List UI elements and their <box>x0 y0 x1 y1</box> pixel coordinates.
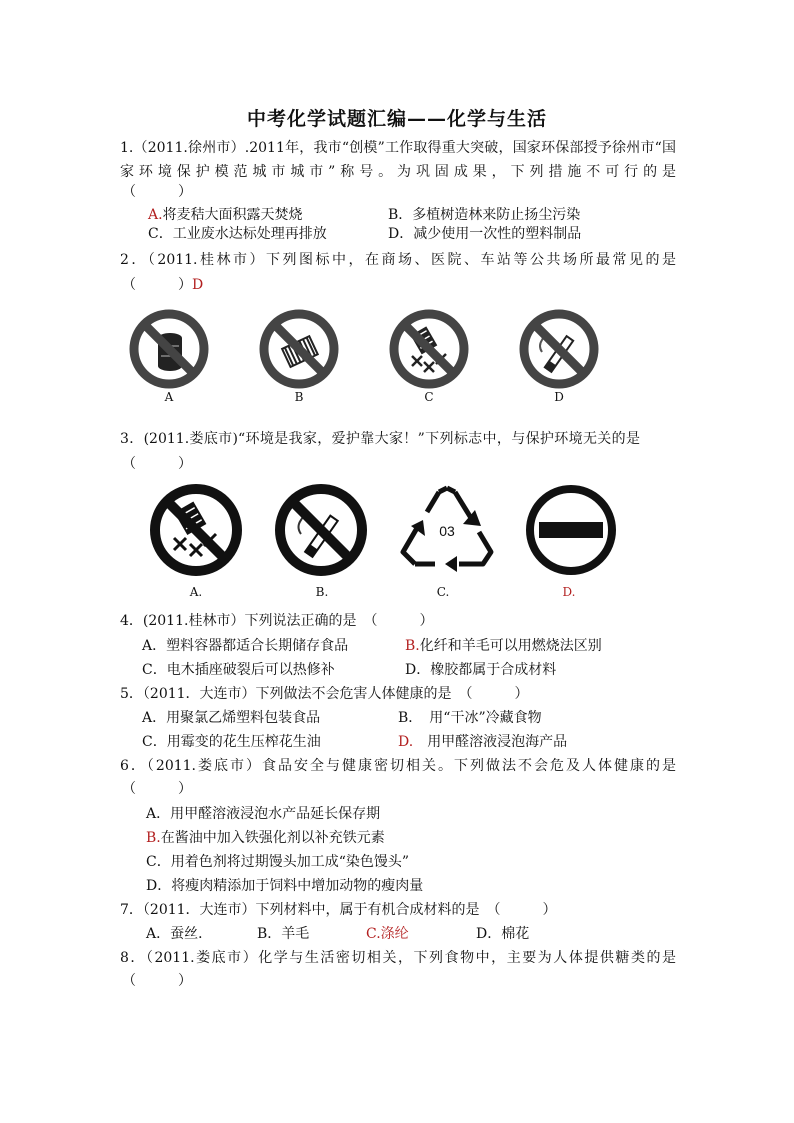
no-fireworks-sign-icon <box>388 308 470 390</box>
q1-option-d: D．减少使用一次性的塑料制品 <box>388 226 582 242</box>
q6-option-c: C．用着色剂将过期馒头加工成“染色馒头” <box>146 854 410 870</box>
q2-label-c: C <box>424 390 434 404</box>
q6-option-b-text: 在酱油中加入铁强化剂以补充铁元素 <box>160 830 385 846</box>
no-fireworks-sign-icon-2 <box>148 482 244 578</box>
q7-option-b: B．羊毛 <box>257 926 310 942</box>
q7-option-d: D．棉花 <box>476 926 530 942</box>
q5-option-b: B． 用“干冰”冷藏食物 <box>398 710 542 726</box>
q2-answer-paren-row <box>122 275 203 295</box>
q1-option-a <box>148 205 303 225</box>
q4-option-c: C．电木插座破裂后可以热修补 <box>142 662 335 678</box>
q4-option-d: D．橡胶都属于合成材料 <box>405 662 557 678</box>
q1-option-a-text: 将麦秸大面积露天焚烧 <box>162 207 303 223</box>
q4-option-b-letter: B. <box>405 638 420 654</box>
q1-stem-line1: 1.（2011.徐州市）.2011年，我市“创模”工作取得重大突破，国家环保部授予徐州市“国 <box>120 140 676 156</box>
q3-stem-line1: 3．(2011.娄底市)“环境是我家，爱护靠大家！”下列标志中，与保护环境无关的是 <box>120 431 640 447</box>
q6-option-b <box>146 828 385 848</box>
q6-option-b-letter: B. <box>146 830 161 846</box>
q5-option-c: C．用霉变的花生压榨花生油 <box>142 734 321 750</box>
q3-label-a: A. <box>189 585 203 599</box>
q7-option-a: A．蚕丝． <box>146 926 213 942</box>
q7-option-c <box>366 924 409 944</box>
q5-option-d-text: 用甲醛溶液浸泡海产品 <box>427 734 568 750</box>
q5-option-a: A．用聚氯乙烯塑料包装食品 <box>142 710 321 726</box>
q4-stem-line1: 4．(2011.桂林市）下列说法正确的是 （ ） <box>120 613 434 629</box>
q2-answer-paren: （ ） <box>122 277 192 293</box>
q7-option-c-letter: C. <box>366 926 381 942</box>
q8-answer-paren: （ ） <box>122 973 192 989</box>
recycling-symbol-icon <box>397 480 497 576</box>
q2-label-d: D <box>554 390 564 404</box>
q1-answer-paren: （ ） <box>122 184 192 200</box>
no-oil-drum-sign-icon <box>128 308 210 390</box>
no-entry-sign-icon <box>523 482 619 578</box>
q5-stem-line1: 5．（2011．大连市）下列做法不会危害人体健康的是 （ ） <box>120 686 529 702</box>
q5-option-d <box>398 732 567 752</box>
q7-option-c-text: 涤纶 <box>380 926 409 942</box>
q3-label-c: C. <box>436 585 450 599</box>
recycle-number: 03 <box>439 523 455 539</box>
q2-answer: D <box>192 277 204 293</box>
q2-label-b: B <box>294 390 304 404</box>
q8-stem-line1: 8．（2011.娄底市）化学与生活密切相关，下列食物中，主要为人体提供糖类的是 <box>120 950 676 966</box>
no-smoking-sign-icon <box>518 308 600 390</box>
q1-option-a-letter: A. <box>148 207 163 223</box>
q1-stem-line2: 家环境保护模范城市城市”称号。为巩固成果，下列措施不可行的是 <box>120 164 676 180</box>
q6-option-d: D．将瘦肉精添加于饲料中增加动物的瘦肉量 <box>146 878 424 894</box>
q1-option-c: C．工业废水达标处理再排放 <box>148 226 327 242</box>
q6-answer-paren: （ ） <box>122 781 192 797</box>
page-title: 中考化学试题汇编——化学与生活 <box>246 108 547 130</box>
q6-option-a: A．用甲醛溶液浸泡水产品延长保存期 <box>146 806 381 822</box>
q5-option-d-letter: D. <box>398 734 414 750</box>
q3-answer-paren: （ ） <box>122 456 192 472</box>
q7-stem-line1: 7．（2011．大连市）下列材料中，属于有机合成材料的是 （ ） <box>120 902 557 918</box>
q3-label-d: D. <box>562 585 576 599</box>
q2-label-a: A <box>164 390 174 404</box>
q1-option-b: B．多植树造林来防止扬尘污染 <box>388 207 581 223</box>
q4-option-a: A．塑料容器都适合长期储存食品 <box>142 638 349 654</box>
q2-stem-line1: 2．（2011.桂林市）下列图标中，在商场、医院、车站等公共场所最常见的是 <box>120 252 676 268</box>
q4-option-b-text: 化纤和羊毛可以用燃烧法区别 <box>419 638 602 654</box>
no-smoking-sign-icon-2 <box>273 482 369 578</box>
q6-stem-line1: 6．（2011.娄底市）食品安全与健康密切相关。下列做法不会危及人体健康的是 <box>120 758 676 774</box>
q4-option-b <box>405 636 602 656</box>
q3-label-b: B. <box>315 585 329 599</box>
no-matches-sign-icon <box>258 308 340 390</box>
